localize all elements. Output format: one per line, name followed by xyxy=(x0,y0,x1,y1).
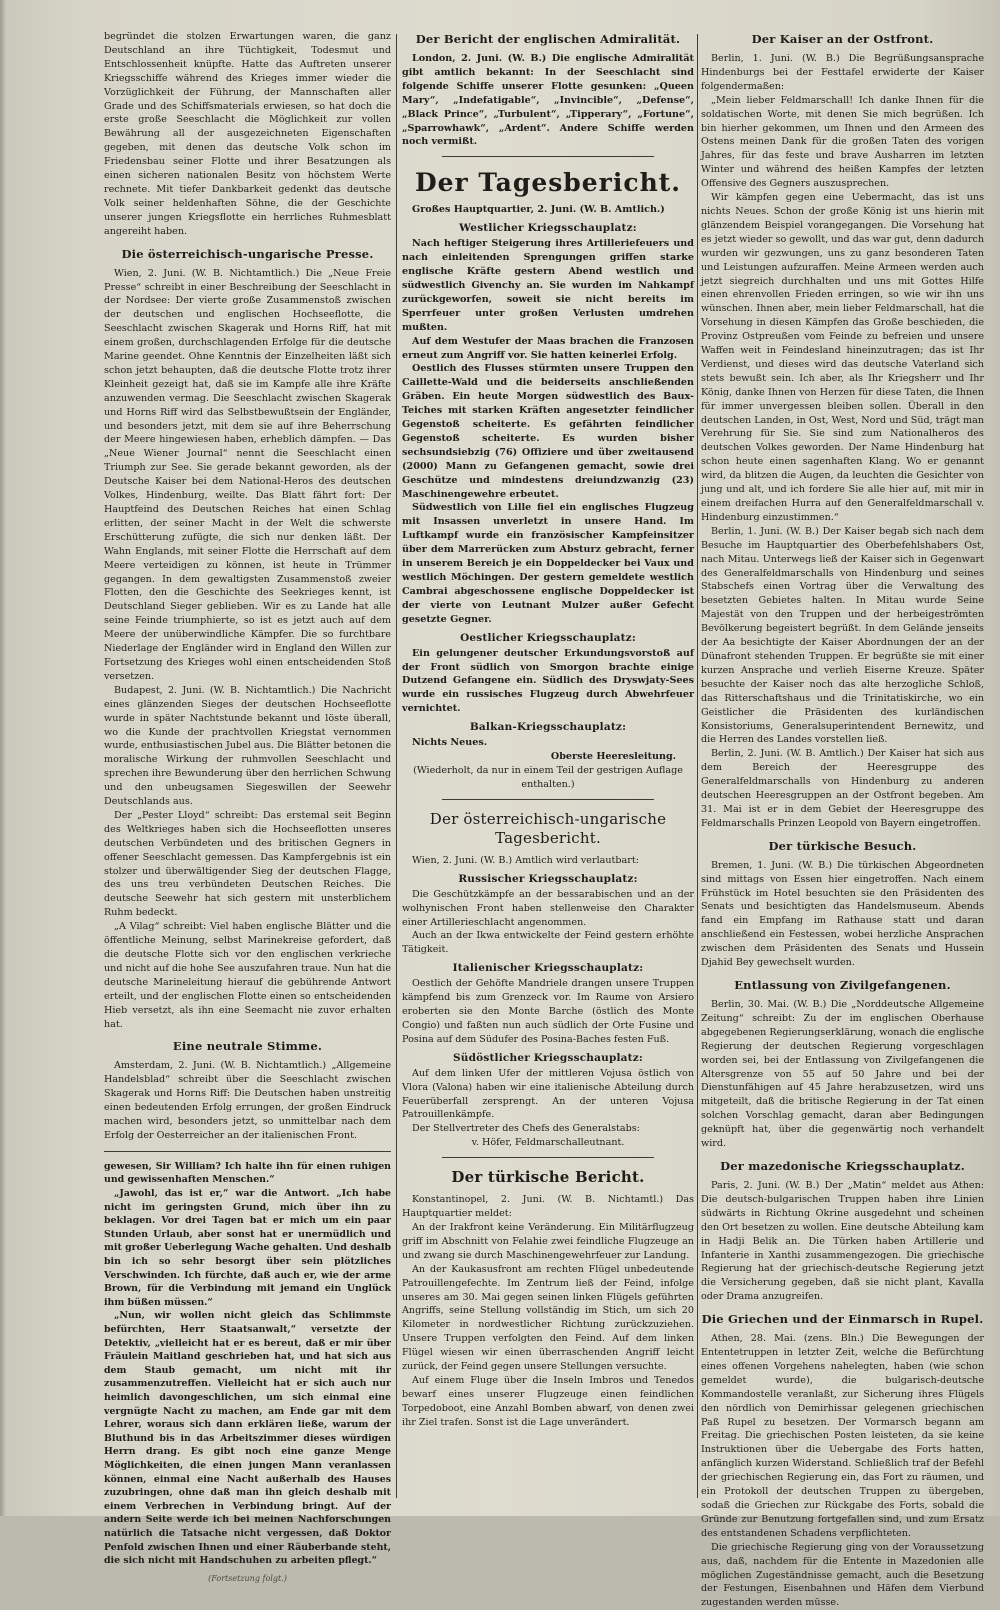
column-middle xyxy=(402,30,694,1502)
sued-para-1: Auf dem linken Ufer der mittleren Vojusa östlich von Vlora (Valona) haben wir eine italienische Abteilung durch Feuerüberfall zersprengt. An der unteren Vojusa Patrouillenkämpfe. xyxy=(402,1067,694,1121)
article-pester-lloyd: Der „Pester Lloyd“ schreibt: Das erstemal seit Beginn des Weltkrieges haben sich die Hochseeflotten unseres deutschen Verbündeten und des britischen Gegners in offener Seeschlacht gemessen. Das Kampfergebnis ist ein stolzer und überwältigender Sieg der deutschen Flagge, des uns treu verbündeten Deutschen Reiches. Die deutsche Seewehr hat sich gestern mit unsterblichem Ruhm bedeckt. xyxy=(104,809,391,919)
separator xyxy=(442,156,654,157)
west-para-4: Südwestlich von Lille fiel ein englisches Flugzeug mit Insassen unverletzt in unsere Hand. Im Luftkampf wurde ein französischer Kampfeinsitzer über dem Marrerücken zum Absturz gebracht, ferner in unserem Bereich je ein Doppeldecker bei Vaux und westlich Möchingen. Der gestern gemeldete westlich Cambrai abgeschossene englische Doppeldecker ist der vierte von Leutnant Mulzer außer Gefecht gesetzte Gegner. xyxy=(402,502,694,625)
kaiser-para-1: Berlin, 1. Juni. (W. B.) Die Begrüßungsansprache Hindenburgs bei der Festtafel erwiderte der Kaiser folgendermaßen: xyxy=(701,53,984,92)
mazed-para-1: Paris, 2. Juni. (W. B.) Der „Matin“ meldet aus Athen: Die deutsch-bulgarischen Truppen haben ihre Linien südwärts in Richtung Okrine ausgedehnt und scheinen den Ort besetzen zu wollen. Eine deutsche Abteilung kam in Hadji Belik an. Die Türken haben Artillerie und Infanterie in Xanthi zusammengezogen. Die griechische Regierung hat der griechisch-deutsche Regierung jetzt die Versicherung gegeben, daß sie nicht plant, Kavalla oder Drama anzugreifen. xyxy=(701,1179,984,1303)
subhead-russ: Russischer Kriegsschauplatz: xyxy=(458,872,638,885)
griechen-para-1: Athen, 28. Mai. (zens. Bln.) Die Bewegungen der Ententetruppen in letzter Zeit, welche die Befürchtung eines offenen Vorgehens nahelegten, haben (wie schon gemeldet wurde), die bulgarisch-deutsche Kommandostelle veranlaßt, zur Sicherung ihres Flügels den nördlich von Demirhissar gelegenen griechischen Paß Rupel zu besetzen. Der Vormarsch begann am Freitag. Die griechischen Posten leisteten, da sie keine Instruktionen über die Uebergabe des Forts hatten, anfänglich kurzen Widerstand. Schließlich traf der Befehl der griechischen Regierung ein, das Fort zu räumen, und ein Protokoll der deutschen Truppen zu übergeben, sodaß die Griechen zur Rückgabe des Forts, sobald die Gründe zur Benutzung fortgefallen sind, und zum Ersatz des entstandenen Schadens verpflichteten. xyxy=(701,1333,984,1539)
dateline-hauptquartier: Großes Hauptquartier, 2. Juni. (W. B. Amtlich.) xyxy=(412,204,665,216)
article-amsterdam: Amsterdam, 2. Juni. (W. B. Nichtamtlich.) „Allgemeine Handelsblad“ schreibt über die Seeschlacht zwischen Skagerak und Horns Riff: Die Deutschen haben unstreitig einen bedeutenden Erfolg errungen, der großen Eindruck machen wird, besonders jetzt, so unmittelbar nach dem Erfolg der Oesterreicher an der italienischen Front. xyxy=(104,1060,391,1141)
column-rule-left xyxy=(396,34,397,1498)
kaiser-para-3: Wir kämpfen gegen eine Uebermacht, das ist uns nichts Neues. Schon der große König ist uns hierin mit glänzendem Beispiel vorangegangen. Die Vorsehung hat es jetzt wieder so gewollt, und das war gut, denn dadurch wurden wir gezwungen, uns zu ganz besonderen Taten und Leistungen aufzuraffen. Meine Armeen werden auch jetzt siegreich durchhalten und uns mit Gottes Hilfe einen ehrenvollen Frieden erringen, so wie wir ihn uns wünschen. Ihnen aber, mein lieber Feldmarschall, hat die Vorsehung in diesen Kämpfen das Große beschieden, die Provinz Ostpreußen vom Feinde zu befreien und unsere Waffen weit in Feindesland hineinzutragen; das ist Ihr Verdienst, und dieses wird das deutsche Vaterland sich stets bewußt sein. Ich aber, als Ihr Kriegsherr und Ihr König, danke Ihnen von Herzen für diese Taten, die Ihnen für immer unvergessen bleiben sollen. Überall in den deutschen Landen, in Ost, West, Nord und Süd, trägt man Verehrung für Sie. Sie sind zum Nationalheros des deutschen Volkes geworden. Der Name Hindenburg hat schon heute einen sagenhaften Klang. Wo er genannt wird, da blitzen die Augen, da leuchten die Gesichter von jung und alt, und ich fordere Sie alle hier auf, mit mir in einem dreifachen Hurra auf den Generalfeldmarschall v. Hindenburg einzustimmen.“ xyxy=(701,192,984,523)
feuilleton-para-1: gewesen, Sir William? Ich halte ihn für einen ruhigen und gewissenhaften Menschen.“ xyxy=(104,1160,391,1186)
subhead-balkan: Balkan-Kriegsschauplatz: xyxy=(469,721,627,734)
feuilleton-para-2: „Jawohl, das ist er,“ war die Antwort. „Ich habe nicht im geringsten Grund, mich über ihn zu beklagen. Vor drei Tagen bat er mich um ein paar Stunden Urlaub, aber sonst hat er unermüdlich und mit großer Ueberlegung Wache gehalten. Und deshalb bin ich so sehr besorgt über sein plötzliches Verschwinden. Ich fürchte, daß auch er, wie der arme Brown, für die Verbindung mit jemand ein Unglück ihm büßen müssen.“ xyxy=(104,1188,392,1308)
tuerk-para-2: An der Kaukasusfront am rechten Flügel unbedeutende Patrouillengefechte. Im Zentrum ließ der Feind, infolge unseres am 30. Mai gegen seinen linken Flügels geführten Angriffs, seine Stellung vollständig im Stich, um sich 20 Kilometer in nordwestlicher Richtung zurückzuziehen. Unsere Truppen verfolgten den Feind. Auf dem linken Flügel wiesen wir einen überraschenden Angriff leicht zurück, der Feind gegen unsere Stellungen versuchte. xyxy=(402,1263,694,1373)
ost-para-1: Ein gelungener deutscher Erkundungsvorstoß auf der Front südlich von Smorgon brachte einige Dutzend Gefangene ein. Südlich des Dryswjaty-Sees wurde ein russisches Flugzeug durch Abwehrfeuer vernichtet. xyxy=(402,647,694,715)
page-edge-shadow xyxy=(0,0,6,1516)
article-london: London, 2. Juni. (W. B.) Die englische Admiralität gibt amtlich bekannt: In der Seeschlacht sind folgende Schiffe unserer Flotte gesunken: „Queen Mary“, „Indefatigable“, „Invincible“, „Defense“, „Black Prince“, „Turbulent“, „Tipperary“, „Fortune“, „Sparrowhawk“, „Ardent“. Andere Schiffe werden noch vermißt. xyxy=(402,53,694,148)
sued-para-2: Der Stellvertreter des Chefs des Generalstabs: xyxy=(412,1123,640,1135)
besuch-para-1: Bremen, 1. Juni. (W. B.) Die türkischen Abgeordneten sind mittags von Essen hier eingetroffen. Nach einem Frühstück im Hotel besuchten sie den Präsidenten des Senats und besichtigten das Handelsmuseum. Abends fand ein Empfang im Rathause statt und daran anschließend ein Festessen, wobei herzliche Ansprachen zwischen dem Präsidenten des Senats und Hussein Djahid Bey gewechselt wurden. xyxy=(701,859,984,969)
dateline-konstantinopel: Konstantinopel, 2. Juni. (W. B. Nichtamtl.) Das Hauptquartier meldet: xyxy=(402,1194,694,1220)
subhead-ost: Oestlicher Kriegsschauplatz: xyxy=(460,631,636,644)
heading-griechen: Die Griechen und der Einmarsch in Rupel. xyxy=(701,1312,984,1327)
feuilleton-section xyxy=(104,1160,391,1583)
griechen-para-2: Die griechische Regierung ging von der Voraussetzung aus, daß, nachdem für die Entente in Mazedonien alle möglichen Zugeständnisse gemacht, auch die Besetzung der Festungen, Eisenbahnen und Häfen dem Vierbund zugestanden werden müsse. xyxy=(701,1541,984,1609)
heading-oesterr-bericht: Der österreichisch-ungarische Tagesbericht. xyxy=(429,809,667,847)
signature-ohl: Oberste Heeresleitung. xyxy=(550,751,676,763)
feuilleton-para-3: „Nun, wir wollen nicht gleich das Schlimmste befürchten, Herr Staatsanwalt,“ versetzte der Detektiv, „vielleicht hat er es bereut, daß er mir über Fräulein Maitland geschrieben hat, und hat sich aus dem Staub gemacht, um nicht mit ihr zusammenzutreffen. Vielleicht hat er sich auch nur heimlich davongeschlichen, um sich einmal eine vergnügte Nacht zu machen, am Ende gar mit dem Lehrer, woraus sich dann erklären ließe, warum der Bluthund bis in das Arbeitszimmer dieses würdigen Herrn drang. Es gibt noch eine ganze Menge Möglichkeiten, die einen jungen Mann veranlassen können, einmal eine Nacht außerhalb des Hauses zuzubringen, ohne daß man ihn gleich deshalb mit einem Verbrechen in Verbindung bringt. Auf der andern Seite werde ich bei meinen Nachforschungen natürlich die Tatsache nicht vergessen, daß Doktor Penfold zwischen Ihnen und einer Räuberbande steht, die sich nicht mit Handschuhen zu arbeiten pflegt.“ xyxy=(104,1310,391,1567)
note-wiederholt: (Wiederholt, da nur in einem Teil der gestrigen Auflage enthalten.) xyxy=(413,764,683,790)
entlassung-para-1: Berlin, 30. Mai. (W. B.) Die „Norddeutsche Allgemeine Zeitung“ schreibt: Zu der im englischen Oberhause abgegebenen Regierungserklärung, wonach die englische Regierung der deutschen Regierung vorgeschlagen worden sei, bei der Entlassung von Zivilgefangenen die Altersgrenze von 55 auf 50 Jahre und bei der Dienstunfähigen auf 45 Jahre herabzusetzen, wird uns mitgeteilt, daß die britische Regierung in der Tat einen solchen Vorschlag gemacht, daran aber Bedingungen geknüpft hat, über die gegenwärtig noch verhandelt wird. xyxy=(701,999,984,1150)
heading-admiralitaet: Der Bericht der englischen Admiralität. xyxy=(415,32,681,46)
article-wien: Wien, 2. Juni. (W. B. Nichtamtlich.) Die „Neue Freie Presse“ schreibt in einer Beschreibung der Seeschlacht in der Nordsee: Der vierte große Zusammenstoß zwischen der deutschen und englischen Hochseeflotte, die Seeschlacht zwischen Skagerak und Horns Riff, hat mit einem großen, durchschlagenden Erfolge für die deutsche Marine geendet. Ohne Kenntnis der Einzelheiten läßt sich schon jetzt behaupten, daß die deutsche Flotte trotz ihrer Kleinheit gezeigt hat, daß sie im Kampfe alle ihre Kräfte anzuwenden vermag. Die Seeschlacht zwischen Skagerak und Horns Riff wird das Selbstbewußtsein der Engländer, und besonders jetzt, mit dem sie auf ihre Beherrschung der Meere hingewiesen haben, erheblich dämpfen. — Das „Neue Wiener Journal“ nennt die Seeschlacht einen Triumph zur See. Sie gerade bekannt geworden, als der Deutsche Kaiser bei dem National-Heros des deutschen Volkes, Hindenburg, weilte. Das Blatt fährt fort: Der Hauptfeind des Deutschen Reiches hat einen Schlag erlitten, der seiner Macht in der Welt die schwerste Erschütterung zufügte, die sich nur denken läßt. Der Wahn Englands, mit seiner Flotte die Herrschaft auf dem Meere verteidigen zu können, ist heute in Trümmer gegangen. In dem gewaltigsten Zusammenstoß zweier Flotten, den die Geschichte des Seekrieges kennt, ist Deutschland Sieger geblieben. Wir es zu Lande hat alle seine Feinde triumphierte, so ist es jetzt auch auf dem Meere der unüberwindliche Kämpfer. Die so furchtbare Niederlage der Engländer wird in England den Willen zur Fortsetzung des Krieges wohl einen entscheidenden Stoß versetzen. xyxy=(104,267,391,682)
intro-paragraph: begründet die stolzen Erwartungen waren, die ganz Deutschland an ihre Tüchtigkeit, Todesmut und Entschlossenheit knüpfte. Hatte das Auftreten unserer Kriegsschiffe während des Krieges immer wieder die Vorzüglichkeit der Führung, der Mannschaften aller Grade und des Schiffsmaterials erwiesen, so hat doch die erste große Seeschlacht die Möglichkeit zur vollen Bewährung all der ausgezeichneten Eigenschaften gegeben, mit denen das deutsche Volk schon im Friedensbau seiner Flotte und ihrer Besatzungen als einen sicheren nationalen Besitz von höchstem Werte rechnete. Mit tiefer Dankbarkeit gedenkt das deutsche Volk seiner heldenhaften Söhne, die der Geschichte unserer jungen Kriegsflotte ein herrliches Ruhmesblatt angereiht haben. xyxy=(104,31,391,237)
west-para-2: Auf dem Westufer der Maas brachen die Franzosen erneut zum Angriff vor. Sie hatten keinerlei Erfolg. xyxy=(402,335,694,361)
heading-neutral: Eine neutrale Stimme. xyxy=(172,1039,323,1054)
russ-para-2: Auch an der Ikwa entwickelte der Feind gestern erhöhte Tätigkeit. xyxy=(402,930,694,956)
subhead-ital: Italienischer Kriegsschauplatz: xyxy=(452,962,644,975)
separator xyxy=(442,799,654,800)
tuerk-para-1: An der Irakfront keine Veränderung. Ein Militärflugzeug griff im Abschnitt von Felahie zwei feindliche Flugzeuge an und zwang sie durch Maschinengewehrfeuer zur Landung. xyxy=(402,1222,694,1261)
article-budapest: Budapest, 2. Juni. (W. B. Nichtamtlich.) Die Nachricht eines glänzenden Sieges der deutschen Hochseeflotte wurde in später Nachtstunde bekannt und löste überall, wo die Kunde der prachtvollen Kriegstat vernommen wurde, enthusiastischen Jubel aus. Die Blätter betonen die moralische Wirkung der ruhmvollen Seeschlacht und sprechen ihre Bewunderung über den herrlichen Schwung und den unbeugsamen Siegeswillen der Seewehr Deutschlands aus. xyxy=(104,684,391,808)
column-left xyxy=(104,30,392,1583)
feuilleton-rule xyxy=(104,1151,391,1152)
heading-presse: Die österreichisch-ungarische Presse. xyxy=(121,246,374,261)
dateline-wien: Wien, 2. Juni. (W. B.) Amtlich wird verlautbart: xyxy=(412,854,639,866)
russ-para-1: Die Geschützkämpfe an der bessarabischen und an der wolhynischen Front haben stellenweise den Charakter einer Artillerieschlacht angenommen. xyxy=(402,888,694,928)
tuerk-para-3: Auf einem Fluge über die Inseln Imbros und Tenedos bewarf eines unserer Flugzeuge einen feindlichen Torpedoboot, eine Anzahl Bomben abwarf, von denen zwei ihr Ziel trafen. Sonst ist die Lage unverändert. xyxy=(402,1374,694,1428)
balkan-text: Nichts Neues. xyxy=(412,737,488,749)
heading-tagesbericht: Der Tagesbericht. xyxy=(414,168,682,198)
kaiser-para-2: „Mein lieber Feldmarschall! Ich danke Ihnen für die soldatischen Worte, mit denen Sie mich begrüßen. Ich bin hierher gekommen, um Ihnen und den Armeen des Ostens meinen Dank für die großen Taten des vorigen Jahres, für das feste und brave Ausharren im letzten Winter und während des heißen Kampfes der letzten Offensive des Gegners auszusprechen. xyxy=(701,94,984,190)
heading-entlassung: Entlassung von Zivilgefangenen. xyxy=(734,978,951,992)
separator xyxy=(442,1157,654,1158)
heading-tuerk-bericht: Der türkische Bericht. xyxy=(451,1168,645,1187)
west-para-3: Oestlich des Flusses stürmten unsere Truppen den Caillette-Wald und die beiderseits anschließenden Gräben. Ein heute Morgen südwestlich des Baux-Teiches mit starken Kräften angesetzter feindlicher Gegenstoß scheiterte. Es gefährten feindlicher Gegenstoß scheiterte. Es wurden bisher sechsundsiebzig (76) Offiziere und über zweitausend (2000) Mann zu Gefangenen gemacht, sowie drei Geschütze und mindestens dreiundzwanzig (23) Maschinengewehre erbeutet. xyxy=(402,363,694,500)
article-a-vilag: „A Vilag“ schreibt: Viel haben englische Blätter und die öffentliche Meinung, selbst Marinekreise gefordert, daß die deutsche Flotte sich vor den englischen verkrieche und nicht auf die hohe See auszufahren traue. Nun hat die deutsche Marineleitung hierauf die gebührende Antwort erteilt, und der englischen Flotte einen so entscheidenden Hieb versetzt, als ihn eine Seemacht nie zuvor erhalten hat. xyxy=(104,921,391,1030)
ital-para-1: Oestlich der Gehöfte Mandriele drangen unsere Truppen kämpfend bis zum Grenzeck vor. Im Raume von Arsiero eroberten sie den Monte Barche (östlich des Monte Congio) und faßten nun auch südlich der Orte Fusine und Posina auf dem Südufer des Posina-Baches festen Fuß. xyxy=(402,978,694,1045)
kaiser-para-5: Berlin, 2. Juni. (W. B. Amtlich.) Der Kaiser hat sich aus dem Bereich der Heeresgruppe des Generalfeldmarschalls von Hindenburg zu anderen deutschen Heeresgruppen an der Ostfront begeben. Am 31. Mai ist er in dem Gebiet der Heeresgruppe des Feldmarschalls Prinzen Leopold von Bayern eingetroffen. xyxy=(701,748,984,829)
heading-kaiser-ostfront: Der Kaiser an der Ostfront. xyxy=(751,32,934,46)
column-rule-right xyxy=(697,34,698,1498)
west-para-1: Nach heftiger Steigerung ihres Artilleriefeuers und nach einleitenden Sprengungen griffen starke englische Kräfte gestern Abend westlich und südwestlich Givenchy an. Sie wurden im Nahkampf zurückgeworfen, soweit sie nicht bereits im Sperrfeuer unter großen Verlusten umdrehen mußten. xyxy=(402,238,694,333)
kaiser-para-4: Berlin, 1. Juni. (W. B.) Der Kaiser begab sich nach dem Besuche im Hauptquartier des Oberbefehlshabers Ost, nach Mitau. Unterwegs ließ der Kaiser sich in Gegenwart des Generalfeldmarschalls von Hindenburg und seines Stabschefs einen Vortrag über die Verwaltung des besetzten Gebietes halten. In Mitau wurde Seine Majestät von den Truppen und der herbeigeströmten Bevölkerung begeistert begrüßt. In dem Gelände jenseits der Aa besichtigte der Kaiser Abordnungen der an der Dünafront stehenden Truppen. Er begrüßte sie mit einer kurzen Ansprache und verlieh Eiserne Kreuze. Später besuchte der Kaiser noch das alte herzogliche Schloß, das Ritterschaftshaus und die Trinitatiskirche, wo ein Geistlicher die Präsidenten des kurländischen Konsistoriums, Generalsuperintendent Bernewitz, und die Herren des Landes vorstellen ließ. xyxy=(701,525,984,746)
subhead-suedost: Südöstlicher Kriegsschauplatz: xyxy=(453,1051,643,1064)
feuilleton-continuation: (Fortsetzung folgt.) xyxy=(208,1573,287,1583)
column-right xyxy=(701,30,984,1609)
subhead-west: Westlicher Kriegsschauplatz: xyxy=(459,222,637,235)
heading-tuerk-besuch: Der türkische Besuch. xyxy=(768,838,917,853)
signature-hoefer: v. Höfer, Feldmarschalleutnant. xyxy=(471,1137,625,1149)
heading-mazedonien: Der mazedonische Kriegsschauplatz. xyxy=(720,1158,965,1173)
